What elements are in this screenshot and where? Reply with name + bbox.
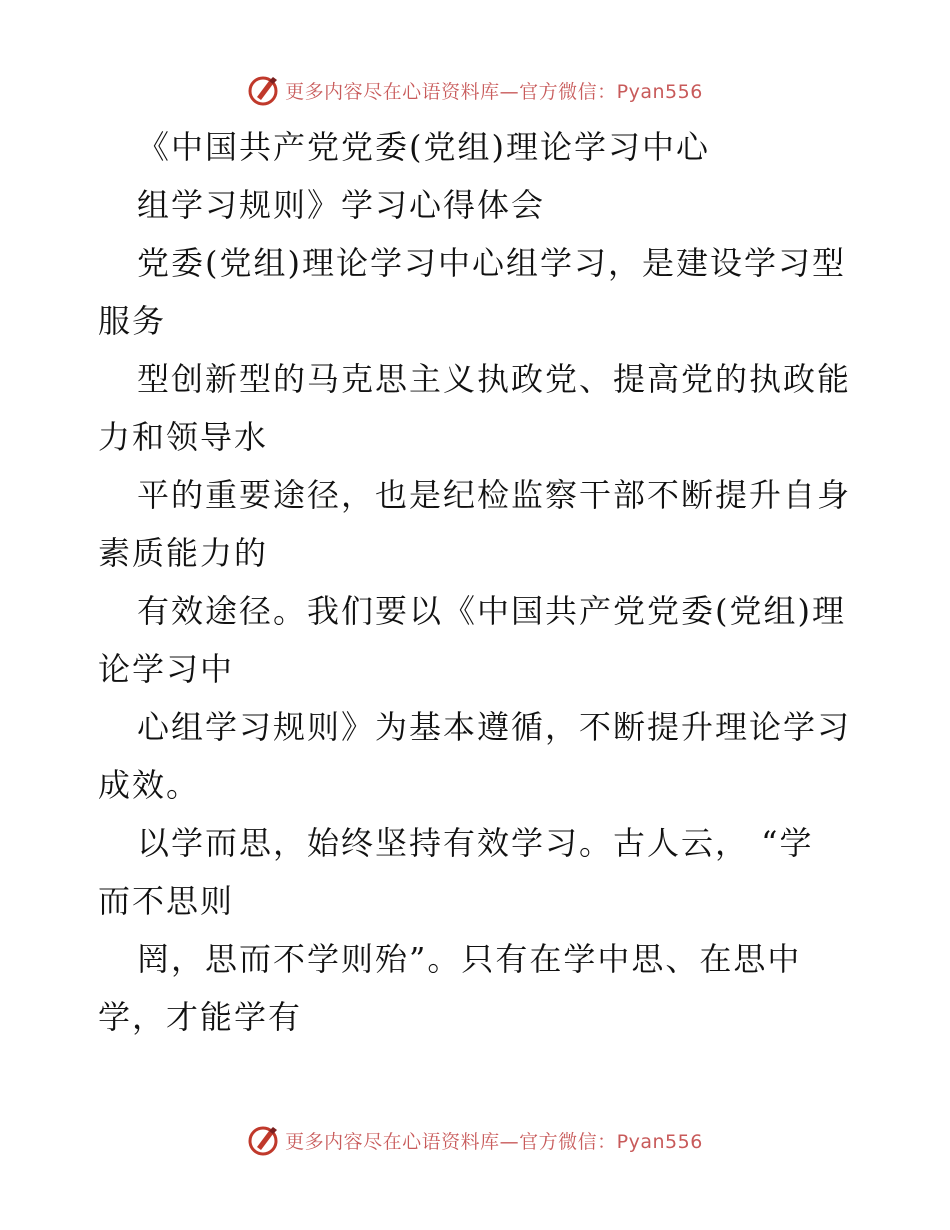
brand-logo-icon bbox=[247, 73, 281, 107]
text-line: 平的重要途径，也是纪检监察干部不断提升自身 bbox=[137, 476, 852, 514]
text-line: 组学习规则》学习心得体会 bbox=[137, 186, 546, 224]
watermark-text: 更多内容尽在心语资料库—官方微信：Pyan556 bbox=[285, 1130, 703, 1153]
text-line: 素质能力的 bbox=[98, 534, 269, 572]
text-line: 服务 bbox=[98, 302, 167, 340]
text-line: 学，才能学有 bbox=[98, 998, 303, 1036]
text-line: 《中国共产党党委(党组)理论学习中心 bbox=[137, 128, 710, 166]
text-line: 党委(党组)理论学习中心组学习，是建设学习型 bbox=[137, 244, 846, 282]
text-line: 型创新型的马克思主义执政党、提高党的执政能 bbox=[137, 360, 852, 398]
text-line: 成效。 bbox=[98, 766, 201, 804]
text-line: 心组学习规则》为基本遵循，不断提升理论学习 bbox=[137, 708, 852, 746]
text-line: 以学而思，始终坚持有效学习。古人云， “学 bbox=[137, 824, 814, 862]
text-line: 有效途径。我们要以《中国共产党党委(党组)理 bbox=[137, 592, 846, 630]
watermark-text: 更多内容尽在心语资料库—官方微信：Pyan556 bbox=[285, 80, 703, 103]
text-line: 论学习中 bbox=[98, 650, 235, 688]
text-line: 力和领导水 bbox=[98, 418, 269, 456]
header-watermark bbox=[0, 68, 950, 112]
text-line: 罔，思而不学则殆”。只有在学中思、在思中 bbox=[137, 940, 802, 978]
footer-watermark bbox=[0, 1118, 950, 1162]
brand-logo-icon bbox=[247, 1123, 281, 1157]
text-line: 而不思则 bbox=[98, 882, 235, 920]
document-body bbox=[0, 118, 950, 1046]
